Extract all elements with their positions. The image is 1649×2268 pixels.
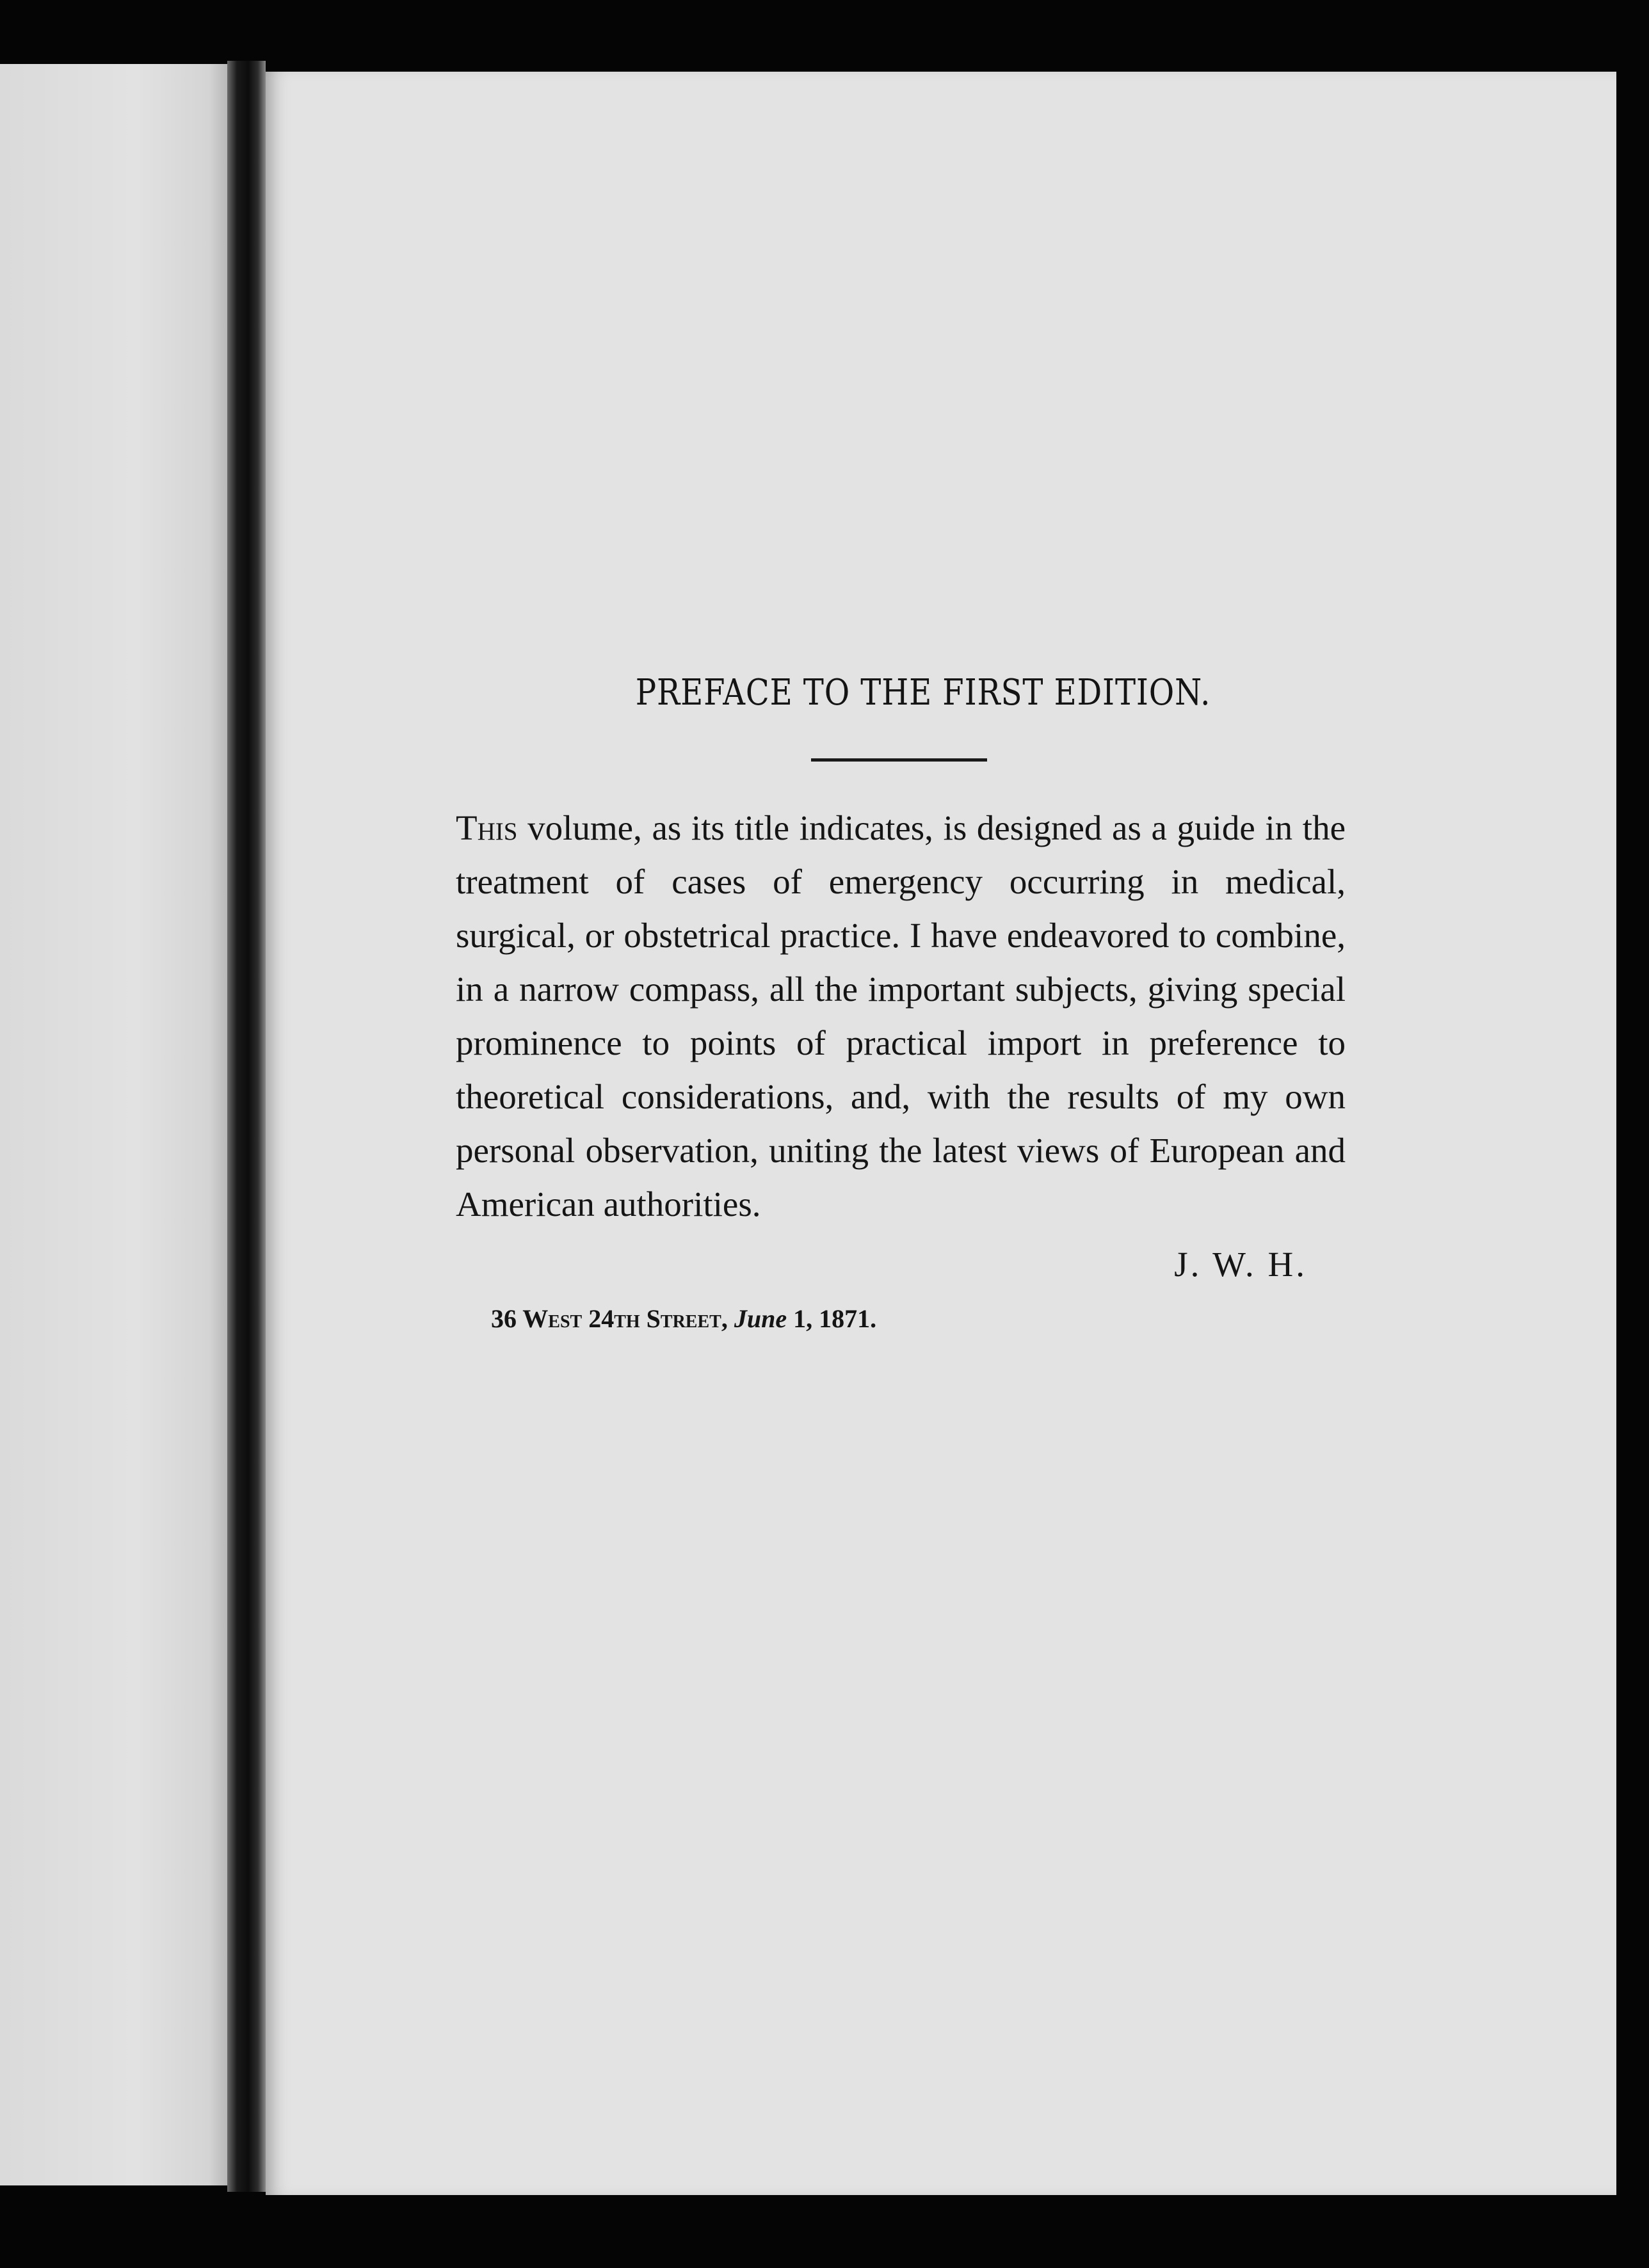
paragraph-text: volume, as its title indicates, is designed as a guide in the treatment of cases of emergency occurring in medical, surgical, or obstetrical practice. I have endeavored to combine, in a narrow compass, all the important subjects, giving special prominence to points of practical import in preference to theoretical considerations, and, with the results of my own personal observation, uniting the latest views of European and American authorities. xyxy=(456,808,1346,1224)
date-month: June xyxy=(734,1304,787,1333)
street-address: 36 West 24th Street, xyxy=(491,1304,728,1333)
address-line xyxy=(491,1304,1387,1334)
author-initials: J. W. H. xyxy=(1174,1245,1307,1284)
date-year: 1, 1871. xyxy=(787,1304,877,1333)
page-title: PREFACE TO THE FIRST EDITION. xyxy=(635,672,1211,714)
page-content xyxy=(456,672,1352,1334)
preface-paragraph xyxy=(456,801,1346,1231)
book-spine-gutter xyxy=(227,61,266,2192)
paragraph-lead-word: This xyxy=(456,808,518,847)
title-divider xyxy=(811,758,987,762)
left-facing-page xyxy=(0,64,227,2185)
